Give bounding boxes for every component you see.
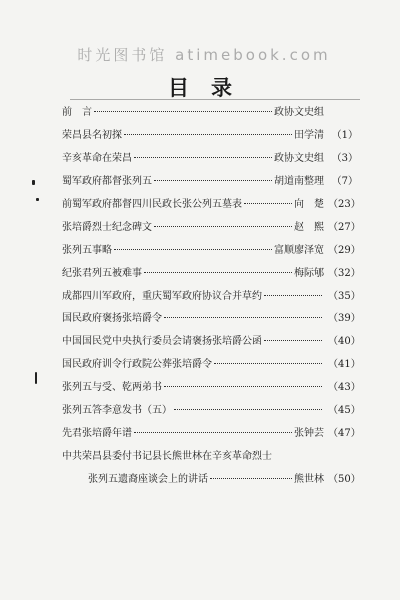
toc-entry xyxy=(62,152,358,165)
toc-entry-author: 政协文史组 xyxy=(274,107,324,118)
dot-leader xyxy=(244,203,292,204)
divider xyxy=(70,99,360,100)
dot-leader xyxy=(144,272,292,273)
toc-entry xyxy=(62,312,361,325)
toc-entry-page: （1） xyxy=(331,129,358,141)
toc-entry-page: （41） xyxy=(328,359,361,371)
toc-entry xyxy=(62,106,358,119)
dot-leader xyxy=(164,386,322,387)
toc-entry xyxy=(62,175,358,188)
watermark: 时光图书馆 atimebook.com xyxy=(77,46,331,64)
toc-entry-title: 纪张君列五被难事 xyxy=(62,267,142,279)
toc-entry-page: （27） xyxy=(328,221,361,233)
toc-entry-title: 中国国民党中央执行委员会请褒扬张培爵公函 xyxy=(62,336,262,348)
dot-leader xyxy=(164,317,322,318)
toc-entry xyxy=(62,473,361,486)
dot-leader xyxy=(210,478,292,479)
toc-entry-title: 张列五事略 xyxy=(62,244,112,256)
toc-entry-title: 国民政府褒扬张培爵令 xyxy=(62,313,162,325)
toc-entry-page: （40） xyxy=(328,336,361,348)
dot-leader xyxy=(154,226,292,227)
dot-leader xyxy=(264,295,322,296)
dot-leader xyxy=(154,180,272,181)
dot-leader xyxy=(134,432,292,433)
toc-entry xyxy=(62,358,361,371)
toc-entry-page: （23） xyxy=(328,198,361,210)
toc-entry xyxy=(62,450,358,463)
toc-entry-title: 张列五与受、乾两弟书 xyxy=(62,382,162,394)
dot-leader xyxy=(94,111,272,112)
toc-entry-page: （50） xyxy=(328,474,361,485)
toc-entry-page: （35） xyxy=(328,290,361,302)
toc-entry-title: 蜀军政府都督张列五 xyxy=(62,175,152,187)
toc-entry xyxy=(62,381,361,394)
toc-entry-author: 胡道南整理 xyxy=(274,175,324,187)
toc-entry-title: 国民政府训令行政院公葬张培爵令 xyxy=(62,359,212,371)
toc-entry xyxy=(62,290,361,303)
toc-entry-page: （43） xyxy=(328,382,361,394)
toc-entry-author: 富顺廖泽宽 xyxy=(274,244,324,256)
toc-entry-author: 向 楚 xyxy=(294,198,324,210)
toc-entry-page: （32） xyxy=(328,267,361,279)
toc-entry xyxy=(62,335,361,348)
toc-entry-page: （3） xyxy=(331,152,358,164)
toc-entry-title: 荣昌县名初探 xyxy=(62,129,122,141)
dot-leader xyxy=(174,409,322,410)
toc-entry-title: 中共荣昌县委付书记县长熊世林在辛亥革命烈士 xyxy=(62,451,272,463)
toc-entry-title: 先君张培爵年谱 xyxy=(62,428,132,440)
toc-entry xyxy=(62,129,358,142)
toc-entry xyxy=(62,404,361,417)
table-of-contents xyxy=(62,106,361,486)
toc-entry-author: 赵 熙 xyxy=(294,221,324,233)
toc-entry-author: 梅际郇 xyxy=(294,267,324,279)
dot-leader xyxy=(114,249,272,250)
page-title: 目录 xyxy=(168,76,254,100)
toc-entry xyxy=(62,267,361,280)
scan-speck xyxy=(36,198,39,201)
toc-entry-title: 张列五答李意发书（五） xyxy=(62,405,172,417)
dot-leader xyxy=(124,134,292,135)
toc-entry-title: 张列五遗裔座谈会上的讲话 xyxy=(88,474,208,485)
toc-entry-page: （47） xyxy=(328,428,361,440)
toc-entry-page: （45） xyxy=(328,405,361,417)
toc-entry-title: 前 言 xyxy=(62,107,92,118)
dot-leader xyxy=(134,157,272,158)
toc-entry-author: 张钟芸 xyxy=(294,428,324,440)
toc-entry-title: 成都四川军政府，重庆蜀军政府协议合并草约 xyxy=(62,290,262,302)
toc-entry-author: 政协文史组 xyxy=(274,152,324,164)
scan-speck xyxy=(32,180,35,185)
toc-entry-page: （39） xyxy=(328,313,361,325)
toc-entry-title: 张培爵烈士纪念碑文 xyxy=(62,221,152,233)
toc-entry-title: 前蜀军政府都督四川民政长张公列五墓表 xyxy=(62,198,242,210)
toc-entry xyxy=(62,427,361,440)
dot-leader xyxy=(264,340,322,341)
toc-entry xyxy=(62,198,361,211)
toc-entry-page: （7） xyxy=(331,175,358,187)
toc-entry xyxy=(62,221,361,234)
toc-entry-title: 辛亥革命在荣昌 xyxy=(62,152,132,164)
toc-entry-page: （29） xyxy=(328,244,361,256)
toc-entry-author: 熊世林 xyxy=(294,474,324,485)
dot-leader xyxy=(214,363,322,364)
scan-speck xyxy=(35,372,37,384)
toc-entry-author: 田学清 xyxy=(294,129,324,141)
toc-entry xyxy=(62,244,361,257)
